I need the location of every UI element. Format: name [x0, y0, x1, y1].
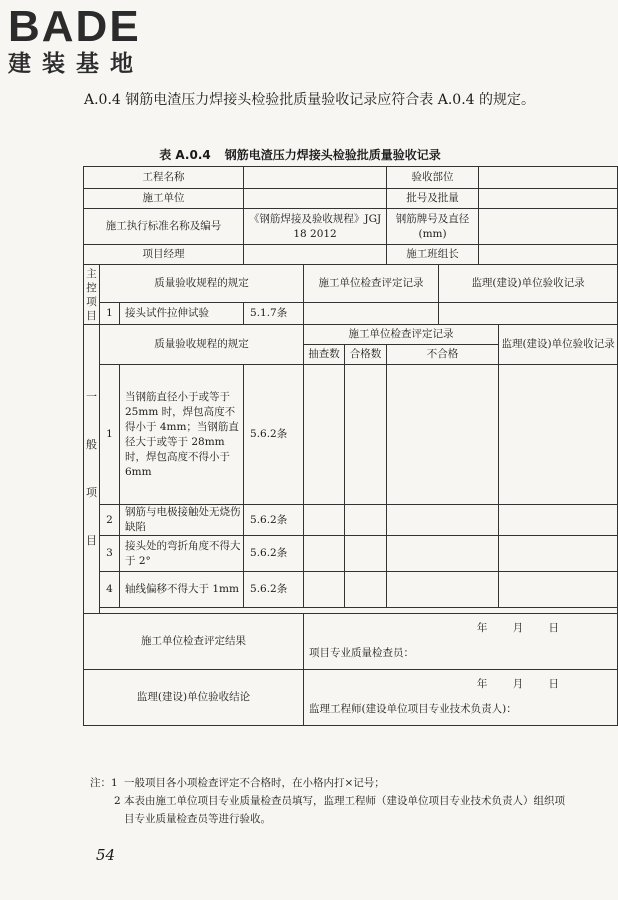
unqualified-grid[interactable] [387, 536, 499, 572]
construction-signer: 项目专业质量检查员： [309, 646, 415, 659]
supervision-result-label: 监理(建设)单位验收结论 [84, 670, 304, 726]
sampled-cell[interactable] [304, 365, 345, 505]
note-text: 本表由施工单位项目专业质量检查员填写，监理工程师（建设单位项目专业技术负责人）组织项目专业质量检查员等进行验收。 [124, 795, 565, 825]
batch-no-label: 批号及批量 [387, 189, 479, 209]
qualified-count-header: 合格数 [345, 345, 387, 365]
page-number: 54 [96, 846, 116, 864]
main-self-check-header: 施工单位检查评定记录 [304, 265, 439, 303]
general-item-code: 5.6.2条 [244, 505, 304, 536]
standard-label: 施工执行标准名称及编号 [84, 209, 244, 245]
table-label: 表 A.0.4 [159, 148, 211, 162]
main-item-desc: 接头试件拉伸试验 [120, 303, 244, 325]
sampled-cell[interactable] [304, 572, 345, 608]
sampled-cell[interactable] [304, 536, 345, 572]
sampled-cell[interactable] [304, 505, 345, 536]
acceptance-part-value[interactable] [479, 167, 618, 189]
table-title [0, 146, 600, 163]
standard-value: 《钢筋焊接及验收规程》JGJ 18 2012 [244, 209, 387, 245]
general-item-no: 4 [100, 572, 120, 608]
main-item-code: 5.1.7条 [244, 303, 304, 325]
note-prefix: 注： [90, 777, 111, 789]
table-row [84, 505, 618, 536]
supervision-result-cell[interactable] [304, 670, 618, 726]
general-item-desc: 当钢筋直径小于或等于 25mm 时，焊包高度不得小于 4mm；当钢筋直径大于或等于 28mm 时，焊包高度不得小于 6mm [120, 365, 244, 505]
supervision-date: 年 月 日 [476, 677, 560, 690]
table-row [84, 303, 618, 325]
qualified-cell[interactable] [345, 572, 387, 608]
general-regulation-header: 质量验收规程的规定 [100, 325, 304, 365]
logo-tagline: 建装基地 [8, 51, 144, 77]
note-item [90, 792, 570, 828]
batch-no-value[interactable] [479, 189, 618, 209]
general-item-desc: 钢筋与电极接触处无烧伤缺陷 [120, 505, 244, 536]
qualified-cell[interactable] [345, 365, 387, 505]
construction-unit-label: 施工单位 [84, 189, 244, 209]
unqualified-grid[interactable] [387, 365, 499, 505]
general-item-code: 5.6.2条 [244, 572, 304, 608]
project-manager-label: 项目经理 [84, 245, 244, 265]
team-leader-label: 施工班组长 [387, 245, 479, 265]
note-number: 2 [114, 795, 121, 807]
main-item-supervision-cell[interactable] [439, 303, 618, 325]
table-notes [90, 774, 570, 828]
clause-number: A.0.4 [84, 92, 121, 108]
supervision-signer: 监理工程师(建设单位项目专业技术负责人)： [309, 702, 517, 715]
general-item-no: 1 [100, 365, 120, 505]
brand-logo [8, 4, 144, 78]
table-name: 钢筋电渣压力焊接头检验批质量验收记录 [224, 148, 441, 162]
construction-result-label: 施工单位检查评定结果 [84, 614, 304, 670]
project-name-label: 工程名称 [84, 167, 244, 189]
project-manager-value[interactable] [244, 245, 387, 265]
table-row [84, 536, 618, 572]
general-item-code: 5.6.2条 [244, 365, 304, 505]
unqualified-grid[interactable] [387, 572, 499, 608]
project-name-value[interactable] [244, 167, 387, 189]
construction-unit-value[interactable] [244, 189, 387, 209]
main-regulation-header: 质量验收规程的规定 [100, 265, 304, 303]
unqualified-header: 不合格 [387, 345, 499, 365]
rebar-grade-value[interactable] [479, 209, 618, 245]
general-item-desc: 接头处的弯折角度不得大于 2° [120, 536, 244, 572]
unqualified-grid[interactable] [387, 505, 499, 536]
construction-result-cell[interactable] [304, 614, 618, 670]
note-text: 一般项目各小项检查评定不合格时，在小格内打×记号； [124, 777, 385, 789]
logo-brand: BADE [8, 2, 141, 51]
general-supervision-header: 监理(建设)单位验收记录 [499, 325, 618, 365]
main-item-no: 1 [100, 303, 120, 325]
rebar-grade-label: 钢筋牌号及直径(mm) [387, 209, 479, 245]
supervision-cell[interactable] [499, 572, 618, 608]
note-number: 1 [111, 777, 118, 789]
note-item [90, 774, 570, 792]
qualified-cell[interactable] [345, 536, 387, 572]
supervision-cell[interactable] [499, 505, 618, 536]
general-item-desc: 轴线偏移不得大于 1mm [120, 572, 244, 608]
table-row [84, 572, 618, 608]
general-item-no: 2 [100, 505, 120, 536]
general-item-no: 3 [100, 536, 120, 572]
sampled-count-header: 抽查数 [304, 345, 345, 365]
acceptance-part-label: 验收部位 [387, 167, 479, 189]
general-self-check-header: 施工单位检查评定记录 [304, 325, 499, 345]
acceptance-record-table [83, 166, 618, 726]
general-side-label: 一般项目 [84, 325, 100, 614]
construction-date: 年 月 日 [476, 621, 560, 634]
qualified-cell[interactable] [345, 505, 387, 536]
main-supervision-header: 监理(建设)单位验收记录 [439, 265, 618, 303]
intro-text: 钢筋电渣压力焊接头检验批质量验收记录应符合表 A.0.4 的规定。 [125, 92, 536, 108]
team-leader-value[interactable] [479, 245, 618, 265]
supervision-cell[interactable] [499, 536, 618, 572]
general-item-code: 5.6.2条 [244, 536, 304, 572]
intro-paragraph [84, 88, 574, 112]
supervision-cell[interactable] [499, 365, 618, 505]
main-item-check-cell[interactable] [304, 303, 439, 325]
main-control-side-label: 主控项目 [84, 265, 100, 325]
table-row [84, 365, 618, 505]
